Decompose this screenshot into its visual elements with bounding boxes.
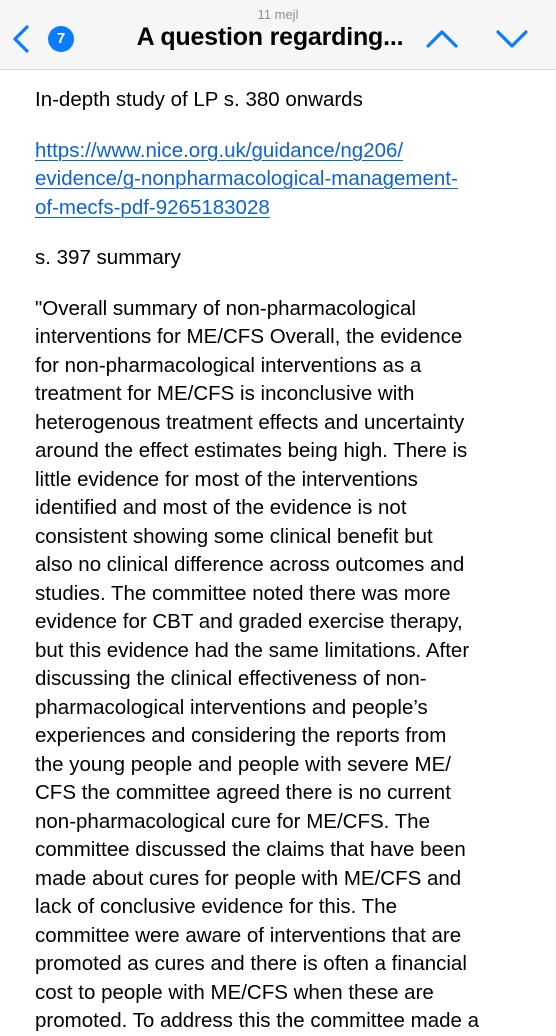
chevron-down-icon — [492, 22, 532, 56]
quote-line: discussing the clinical effectiveness of non- — [35, 667, 427, 690]
quote-line: the young people and people with severe ME/ — [35, 752, 451, 776]
quote-line: promoted as cures and there is often a financial — [35, 952, 467, 975]
quote-line: "Overall summary of non-pharmacological — [35, 296, 416, 320]
quote-line: evidence for CBT and graded exercise therapy, — [35, 610, 463, 633]
quote-line: but this evidence had the same limitations. After — [35, 638, 470, 662]
message-intro: In-depth study of LP s. 380 onwards — [35, 88, 363, 111]
quote-line: around the effect estimates being high. There is — [35, 439, 468, 462]
quote-line: non-pharmacological cure for ME/CFS. The — [35, 809, 430, 833]
back-button[interactable] — [6, 22, 76, 56]
unread-count-badge: 7 — [48, 26, 74, 52]
quote-line: committee were aware of interventions that are — [35, 923, 462, 947]
quote-line: little evidence for most of the interventions — [35, 467, 418, 491]
summary-quote — [35, 295, 535, 1036]
message-body — [35, 86, 535, 1036]
navigation-bar — [0, 0, 556, 70]
quote-line: consistent showing some clinical benefit but — [35, 524, 433, 548]
previous-message-button[interactable] — [422, 22, 462, 56]
quote-line: studies. The committee noted there was more — [35, 581, 451, 605]
quote-line: interventions for ME/CFS Overall, the evidence — [35, 325, 463, 348]
message-subject-title: A question regarding... — [136, 23, 404, 51]
chevron-left-icon — [10, 25, 32, 53]
quote-line: committee discussed the claims that have been — [35, 838, 466, 861]
quote-line: treatment for ME/CFS is inconclusive with — [35, 382, 415, 405]
next-message-button[interactable] — [492, 22, 532, 56]
quote-line: lack of conclusive evidence for this. The — [35, 895, 397, 918]
quote-line: experiences and considering the reports from — [35, 724, 447, 747]
quote-line: pharmacological interventions and people’s — [35, 695, 428, 719]
link-line[interactable]: https://www.nice.org.uk/guidance/ng206/ — [35, 138, 404, 162]
quote-line: cost to people with ME/CFS when these are — [35, 980, 434, 1004]
message-date: 11 mejl — [257, 7, 299, 22]
quote-line: CFS the committee agreed there is no current — [35, 781, 451, 804]
quote-line: for non-pharmacological interventions as a — [35, 353, 422, 377]
link-line[interactable]: of-mecfs-pdf-9265183028 — [35, 195, 270, 219]
quote-line: made about cures for people with ME/CFS and — [35, 866, 462, 890]
link-line[interactable]: evidence/g-nonpharmacological-management- — [35, 167, 458, 190]
quote-line: promoted. To address this the committee made a — [35, 1009, 480, 1032]
quote-line: heterogenous treatment effects and uncertainty — [35, 410, 465, 434]
guidance-link[interactable] — [35, 137, 535, 223]
summary-heading: s. 397 summary — [35, 246, 181, 269]
quote-line: also no clinical difference across outcomes and — [35, 553, 465, 576]
quote-line: identified and most of the evidence is not — [35, 496, 407, 519]
chevron-up-icon — [422, 22, 462, 56]
